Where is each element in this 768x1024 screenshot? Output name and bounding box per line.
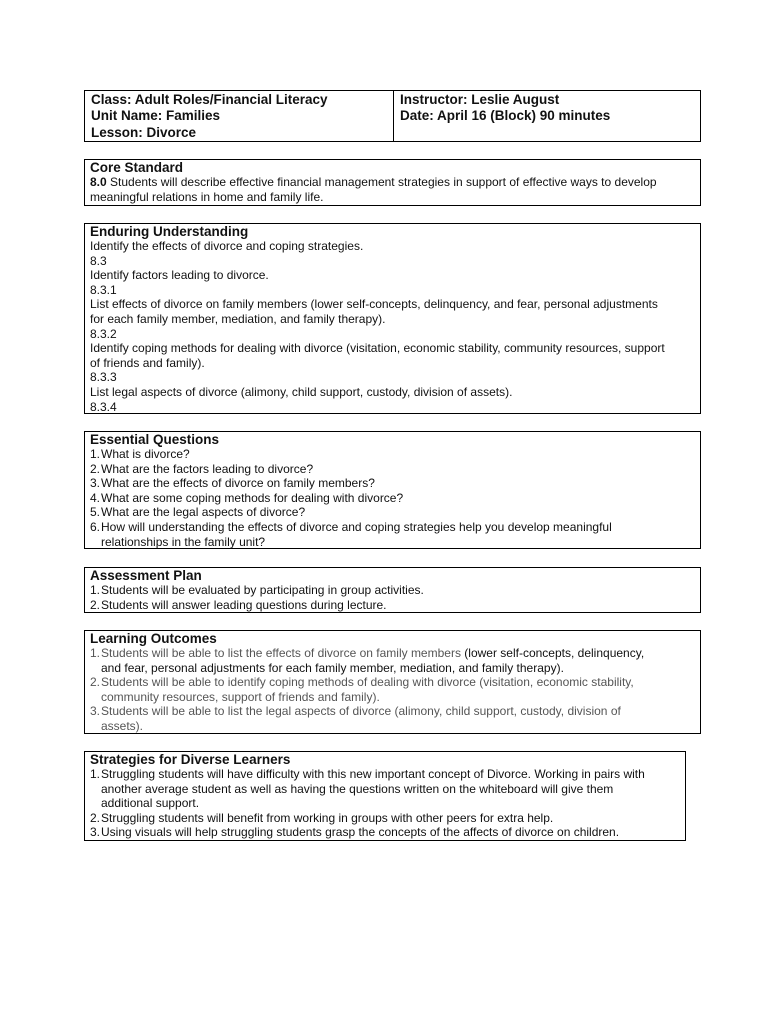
eu-line: Identify factors leading to divorce. bbox=[90, 268, 269, 283]
list-number: 2. bbox=[90, 461, 101, 476]
list-number: 3. bbox=[90, 825, 101, 840]
list-number: 2. bbox=[90, 597, 101, 612]
class-line: Class: Adult Roles/Financial Literacy bbox=[91, 92, 328, 107]
question-text: What are the effects of divorce on family members? bbox=[101, 476, 375, 491]
eu-line: List effects of divorce on family members (lower self-concepts, delinquency, and fear, personal adjustments bbox=[90, 297, 658, 312]
core-standard-text-1: Students will describe effective financial management strategies in support of effective ways to develop bbox=[106, 175, 657, 189]
question-text: What are the legal aspects of divorce? bbox=[101, 505, 306, 520]
strategies-section bbox=[84, 751, 686, 841]
essential-questions-section bbox=[84, 431, 701, 549]
list-item bbox=[90, 583, 695, 598]
eu-line: Identify the effects of divorce and coping strategies. bbox=[90, 239, 364, 253]
outcome-text: assets). bbox=[101, 718, 144, 733]
eu-line: 8.3.4 bbox=[90, 399, 117, 414]
core-standard-line-1 bbox=[90, 175, 695, 190]
eu-line: Identify coping methods for dealing with divorce (visitation, economic stability, community resources, support bbox=[90, 341, 665, 356]
list-item bbox=[90, 520, 695, 549]
question-text: How will understanding the effects of divorce and coping strategies help you develop meaningful bbox=[101, 519, 612, 534]
strategy-text: Using visuals will help struggling students grasp the concepts of the affects of divorce on children. bbox=[101, 825, 620, 840]
learning-outcomes-section bbox=[84, 630, 701, 734]
strategy-text: additional support. bbox=[101, 796, 200, 811]
core-standard-code: 8.0 bbox=[90, 175, 107, 189]
assessment-text: Students will be evaluated by participating in group activities. bbox=[101, 583, 424, 597]
core-standard-section bbox=[84, 159, 701, 206]
eu-line: 8.3 bbox=[90, 253, 107, 268]
strategy-text: Struggling students will benefit from working in groups with other peers for extra help. bbox=[101, 810, 554, 825]
eu-line: 8.3.1 bbox=[90, 282, 117, 297]
enduring-understanding-section bbox=[84, 223, 701, 414]
list-item bbox=[90, 704, 695, 733]
list-number: 1. bbox=[90, 583, 101, 597]
list-item bbox=[90, 476, 695, 491]
lesson-header bbox=[84, 90, 701, 142]
list-item bbox=[90, 598, 695, 613]
outcome-text: Students will be able to identify coping methods of dealing with divorce (visitation, economic stability, bbox=[101, 675, 634, 690]
learning-outcomes-title: Learning Outcomes bbox=[90, 631, 217, 646]
list-item bbox=[90, 825, 680, 840]
eu-line: 8.3.2 bbox=[90, 326, 117, 341]
assessment-plan-list bbox=[85, 583, 700, 614]
outcome-text: and fear, personal adjustments for each family member, mediation, and family therapy). bbox=[101, 660, 564, 675]
outcome-text: (lower self-concepts, delinquency, bbox=[460, 646, 645, 660]
instructor-line: Instructor: Leslie August bbox=[400, 92, 560, 107]
list-item bbox=[90, 811, 680, 826]
date-line: Date: April 16 (Block) 90 minutes bbox=[400, 108, 611, 124]
list-item bbox=[90, 447, 695, 462]
eu-line: List legal aspects of divorce (alimony, child support, custody, division of assets). bbox=[90, 384, 513, 399]
essential-questions-list bbox=[85, 447, 700, 551]
list-item bbox=[90, 767, 680, 811]
question-text: What are the factors leading to divorce? bbox=[101, 461, 314, 476]
strategies-list bbox=[85, 767, 685, 842]
list-number: 4. bbox=[90, 490, 101, 505]
essential-questions-title: Essential Questions bbox=[90, 432, 220, 447]
eu-line: for each family member, mediation, and family therapy). bbox=[90, 311, 386, 326]
list-item bbox=[90, 675, 695, 704]
list-number: 1. bbox=[90, 447, 101, 461]
outcome-text: Students will be able to list the legal aspects of divorce (alimony, child support, custody, division of bbox=[101, 704, 621, 719]
outcome-text: Students will be able to list the effects of divorce on family members bbox=[101, 646, 461, 660]
list-item bbox=[90, 646, 695, 675]
strategy-text: another average student as well as having the questions written on the whiteboard will give them bbox=[101, 781, 614, 796]
list-number: 2. bbox=[90, 810, 101, 825]
strategies-title: Strategies for Diverse Learners bbox=[90, 752, 291, 767]
list-number: 5. bbox=[90, 505, 101, 520]
question-text: What are some coping methods for dealing with divorce? bbox=[101, 490, 404, 505]
assessment-plan-section bbox=[84, 567, 701, 613]
list-number: 1. bbox=[90, 767, 101, 781]
unit-line: Unit Name: Families bbox=[91, 108, 221, 124]
eu-line: of friends and family). bbox=[90, 355, 205, 370]
list-item bbox=[90, 505, 695, 520]
core-standard-text-2: meaningful relations in home and family life. bbox=[90, 189, 324, 204]
core-standard-title: Core Standard bbox=[90, 160, 184, 175]
enduring-understanding-title: Enduring Understanding bbox=[90, 224, 249, 239]
list-number: 2. bbox=[90, 675, 101, 690]
strategy-text: Struggling students will have difficulty with this new important concept of Divorce. Working in pairs with bbox=[101, 767, 645, 781]
list-item bbox=[90, 462, 695, 477]
header-right bbox=[394, 91, 700, 141]
outcome-text: community resources, support of friends and family). bbox=[101, 689, 380, 704]
assessment-text: Students will answer leading questions during lecture. bbox=[101, 597, 387, 612]
learning-outcomes-list bbox=[85, 646, 700, 736]
core-standard-body bbox=[85, 175, 700, 206]
list-item bbox=[90, 491, 695, 506]
assessment-plan-title: Assessment Plan bbox=[90, 568, 202, 583]
question-text: relationships in the family unit? bbox=[101, 534, 266, 549]
lesson-line: Lesson: Divorce bbox=[91, 124, 197, 140]
list-number: 1. bbox=[90, 646, 101, 660]
header-left bbox=[85, 91, 394, 141]
list-number: 3. bbox=[90, 476, 101, 491]
list-number: 3. bbox=[90, 704, 101, 719]
eu-line: 8.3.3 bbox=[90, 370, 117, 385]
enduring-understanding-body bbox=[85, 239, 700, 416]
list-number: 6. bbox=[90, 519, 101, 534]
question-text: What is divorce? bbox=[101, 447, 190, 461]
